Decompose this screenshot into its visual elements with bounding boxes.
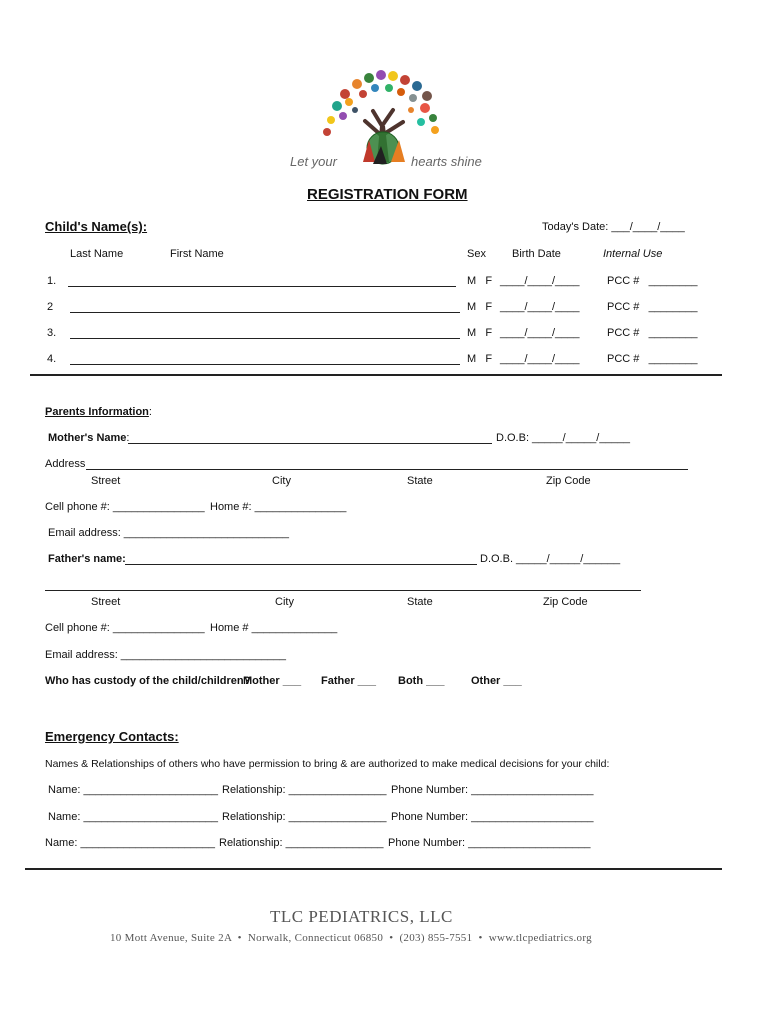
- row-number: 4.: [47, 353, 57, 365]
- mother-address-field[interactable]: [86, 469, 688, 470]
- father-name-label: Father's name:: [48, 553, 126, 565]
- sex-options[interactable]: M F: [467, 353, 493, 365]
- row-number: 3.: [47, 327, 57, 339]
- emergency-phone-field[interactable]: Phone Number: ____________________: [391, 784, 594, 796]
- sex-options[interactable]: M F: [467, 301, 493, 313]
- addr-zip-label: Zip Code: [543, 596, 588, 608]
- father-home-phone-field[interactable]: Home # ______________: [210, 622, 338, 634]
- addr-state-label: State: [407, 475, 433, 487]
- child-name-field[interactable]: [70, 364, 460, 365]
- header-last-name: Last Name: [70, 248, 124, 260]
- custody-other-option[interactable]: Other ___: [471, 675, 522, 687]
- pcc-field: PCC # ________: [607, 301, 698, 313]
- section-divider: [30, 374, 722, 376]
- father-email-field[interactable]: Email address: ___________________________: [45, 649, 286, 661]
- header-internal-use: Internal Use: [603, 248, 663, 260]
- child-name-field[interactable]: [70, 338, 460, 339]
- pcc-field: PCC # ________: [607, 275, 698, 287]
- custody-question: Who has custody of the child/children?: [45, 675, 251, 687]
- custody-father-option[interactable]: Father ___: [321, 675, 377, 687]
- birth-date-field[interactable]: ____/____/____: [500, 301, 580, 313]
- mother-cell-phone-field[interactable]: Cell phone #: _______________: [45, 501, 205, 513]
- emergency-relationship-field[interactable]: Relationship: ________________: [222, 784, 387, 796]
- emergency-contacts-heading: Emergency Contacts:: [45, 729, 179, 744]
- addr-city-label: City: [275, 596, 294, 608]
- row-number: 1.: [47, 275, 57, 287]
- child-name-field[interactable]: [68, 286, 456, 287]
- tagline-left: Let your: [290, 154, 337, 169]
- header-birth-date: Birth Date: [512, 248, 561, 260]
- emergency-instructions: Names & Relationships of others who have permission to bring & are authorized to make medical decisions for your child:: [45, 758, 610, 770]
- birth-date-field[interactable]: ____/____/____: [500, 353, 580, 365]
- emergency-name-field[interactable]: Name: ______________________: [48, 784, 219, 796]
- emergency-relationship-field[interactable]: Relationship: ________________: [219, 837, 384, 849]
- parents-info-heading: Parents Information: [45, 406, 149, 418]
- emergency-relationship-field[interactable]: Relationship: ________________: [222, 811, 387, 823]
- father-address-field[interactable]: [45, 590, 641, 591]
- birth-date-field[interactable]: ____/____/____: [500, 327, 580, 339]
- mother-name-row: [48, 432, 129, 444]
- parents-info-colon: :: [148, 406, 152, 418]
- sex-options[interactable]: M F: [467, 275, 493, 287]
- father-cell-phone-field[interactable]: Cell phone #: _______________: [45, 622, 205, 634]
- header-first-name: First Name: [170, 248, 224, 260]
- child-name-field[interactable]: [70, 312, 460, 313]
- mother-email-field[interactable]: Email address: ___________________________: [48, 527, 289, 539]
- footer-address: 10 Mott Avenue, Suite 2A • Norwalk, Connecticut 06850 • (203) 855-7551 • www.tlcpediatrics.org: [110, 932, 592, 944]
- addr-zip-label: Zip Code: [546, 475, 591, 487]
- addr-city-label: City: [272, 475, 291, 487]
- mother-name-colon: :: [126, 432, 130, 444]
- mother-home-phone-field[interactable]: Home #: _______________: [210, 501, 347, 513]
- addr-street-label: Street: [91, 596, 121, 608]
- form-title: REGISTRATION FORM: [307, 186, 468, 203]
- addr-state-label: State: [407, 596, 433, 608]
- mother-name-field[interactable]: [128, 443, 492, 444]
- address-label: Address: [45, 458, 86, 470]
- father-dob-field[interactable]: D.O.B. _____/_____/______: [480, 553, 621, 565]
- mother-name-label: Mother's Name: [48, 432, 127, 444]
- emergency-phone-field[interactable]: Phone Number: ____________________: [391, 811, 594, 823]
- pcc-field: PCC # ________: [607, 327, 698, 339]
- tagline-right: hearts shine: [411, 154, 482, 169]
- custody-mother-option[interactable]: Mother ___: [243, 675, 302, 687]
- sex-options[interactable]: M F: [467, 327, 493, 339]
- emergency-name-field[interactable]: Name: ______________________: [48, 811, 219, 823]
- addr-street-label: Street: [91, 475, 121, 487]
- row-number: 2: [47, 301, 54, 313]
- header-sex: Sex: [467, 248, 486, 260]
- emergency-phone-field[interactable]: Phone Number: ____________________: [388, 837, 591, 849]
- birth-date-field[interactable]: ____/____/____: [500, 275, 580, 287]
- mother-dob-field[interactable]: D.O.B: _____/_____/_____: [496, 432, 630, 444]
- father-name-field[interactable]: [125, 564, 477, 565]
- emergency-name-field[interactable]: Name: ______________________: [45, 837, 216, 849]
- footer-divider: [25, 868, 722, 870]
- custody-both-option[interactable]: Both ___: [398, 675, 445, 687]
- pcc-field: PCC # ________: [607, 353, 698, 365]
- childs-names-heading: Child's Name(s):: [45, 219, 148, 234]
- footer-company-name: TLC PEDIATRICS, LLC: [270, 907, 453, 926]
- todays-date-field[interactable]: Today's Date: ___/____/____: [542, 221, 685, 233]
- parents-info-heading-wrap: [45, 406, 152, 418]
